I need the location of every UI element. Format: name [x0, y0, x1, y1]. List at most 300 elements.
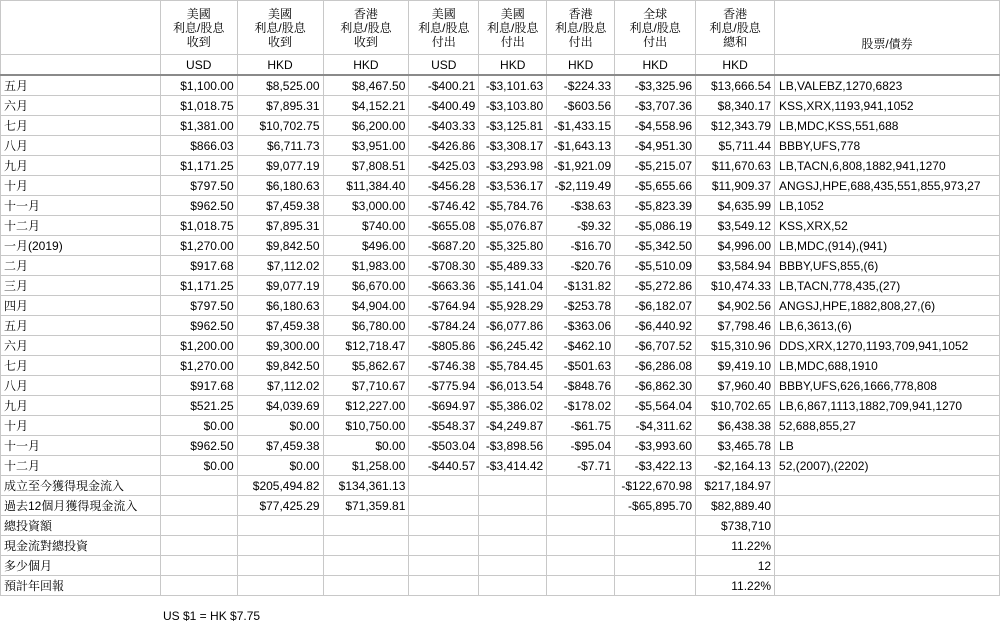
stocks-cell[interactable]: [775, 556, 1000, 576]
value-cell[interactable]: [237, 516, 323, 536]
value-cell[interactable]: $7,112.02: [237, 256, 323, 276]
value-cell[interactable]: $1,200.00: [160, 336, 237, 356]
value-cell[interactable]: $740.00: [323, 216, 409, 236]
value-cell[interactable]: $0.00: [237, 456, 323, 476]
value-cell[interactable]: -$3,993.60: [615, 436, 696, 456]
value-cell[interactable]: $5,711.44: [696, 136, 775, 156]
value-cell[interactable]: $4,152.21: [323, 96, 409, 116]
value-cell[interactable]: -$3,325.96: [615, 75, 696, 96]
header-text-line3: 總和: [723, 34, 748, 49]
currency-header[interactable]: HKD: [479, 55, 547, 76]
value-cell[interactable]: -$5,272.86: [615, 276, 696, 296]
value-cell[interactable]: $71,359.81: [323, 496, 409, 516]
value-cell[interactable]: $962.50: [160, 436, 237, 456]
value-cell[interactable]: $866.03: [160, 136, 237, 156]
value-cell[interactable]: [160, 476, 237, 496]
value-cell[interactable]: $4,902.56: [696, 296, 775, 316]
value-cell[interactable]: -$1,643.13: [547, 136, 615, 156]
column-header[interactable]: [409, 1, 479, 55]
value-cell[interactable]: $7,798.46: [696, 316, 775, 336]
value-cell[interactable]: -$3,125.81: [479, 116, 547, 136]
value-cell[interactable]: -$6,245.42: [479, 336, 547, 356]
currency-header[interactable]: HKD: [696, 55, 775, 76]
value-cell[interactable]: [479, 536, 547, 556]
value-cell[interactable]: -$462.10: [547, 336, 615, 356]
table-row: [1, 476, 1000, 496]
value-cell[interactable]: $1,018.75: [160, 216, 237, 236]
value-cell[interactable]: [479, 556, 547, 576]
value-cell[interactable]: $9,077.19: [237, 276, 323, 296]
value-cell[interactable]: $9,842.50: [237, 236, 323, 256]
value-cell[interactable]: $8,467.50: [323, 75, 409, 96]
value-cell[interactable]: $10,702.75: [237, 116, 323, 136]
value-cell[interactable]: -$5,489.33: [479, 256, 547, 276]
currency-header[interactable]: HKD: [323, 55, 409, 76]
value-cell[interactable]: $1,270.00: [160, 356, 237, 376]
value-cell[interactable]: [323, 556, 409, 576]
value-cell[interactable]: -$4,311.62: [615, 416, 696, 436]
value-cell[interactable]: -$2,164.13: [696, 456, 775, 476]
row-label-cell[interactable]: 四月: [1, 296, 161, 316]
stocks-cell[interactable]: ANGSJ,HPE,1882,808,27,(6): [775, 296, 1000, 316]
value-cell[interactable]: -$4,249.87: [479, 416, 547, 436]
value-cell[interactable]: [237, 556, 323, 576]
stocks-cell[interactable]: [775, 476, 1000, 496]
value-cell[interactable]: -$65,895.70: [615, 496, 696, 516]
value-cell[interactable]: $1,171.25: [160, 156, 237, 176]
currency-header[interactable]: HKD: [547, 55, 615, 76]
value-cell[interactable]: -$3,414.42: [479, 456, 547, 476]
value-cell[interactable]: $3,951.00: [323, 136, 409, 156]
value-cell[interactable]: $13,666.54: [696, 75, 775, 96]
row-label-cell[interactable]: 六月: [1, 96, 161, 116]
row-label-cell[interactable]: 過去12個月獲得現金流入: [1, 496, 161, 516]
value-cell[interactable]: -$5,823.39: [615, 196, 696, 216]
value-cell[interactable]: -$7.71: [547, 456, 615, 476]
row-label-cell[interactable]: 六月: [1, 336, 161, 356]
value-cell[interactable]: [479, 516, 547, 536]
value-cell[interactable]: -$5,784.45: [479, 356, 547, 376]
value-cell[interactable]: -$456.28: [409, 176, 479, 196]
value-cell[interactable]: $10,474.33: [696, 276, 775, 296]
value-cell[interactable]: -$5,386.02: [479, 396, 547, 416]
value-cell[interactable]: -$122,670.98: [615, 476, 696, 496]
value-cell[interactable]: [237, 576, 323, 596]
row-label-cell[interactable]: 現金流對總投資: [1, 536, 161, 556]
value-cell[interactable]: -$3,707.36: [615, 96, 696, 116]
value-cell[interactable]: -$5,215.07: [615, 156, 696, 176]
stocks-cell[interactable]: LB: [775, 436, 1000, 456]
value-cell[interactable]: [409, 576, 479, 596]
header-text-line1: 全球: [643, 6, 668, 21]
value-cell[interactable]: -$655.08: [409, 216, 479, 236]
value-cell[interactable]: $6,438.38: [696, 416, 775, 436]
stocks-cell[interactable]: DDS,XRX,1270,1193,709,941,1052: [775, 336, 1000, 356]
stocks-cell[interactable]: 52,(2007),(2202): [775, 456, 1000, 476]
value-cell[interactable]: 12: [696, 556, 775, 576]
value-cell[interactable]: $6,180.63: [237, 176, 323, 196]
value-cell[interactable]: $1,983.00: [323, 256, 409, 276]
value-cell[interactable]: $7,960.40: [696, 376, 775, 396]
value-cell[interactable]: $0.00: [160, 456, 237, 476]
value-cell[interactable]: $10,750.00: [323, 416, 409, 436]
value-cell[interactable]: [237, 536, 323, 556]
value-cell[interactable]: $11,384.40: [323, 176, 409, 196]
value-cell[interactable]: [479, 496, 547, 516]
value-cell[interactable]: -$16.70: [547, 236, 615, 256]
row-label-cell[interactable]: 多少個月: [1, 556, 161, 576]
table-row: [1, 396, 1000, 416]
value-cell[interactable]: -$61.75: [547, 416, 615, 436]
header-text-line3: 股票/債券: [861, 37, 913, 51]
value-cell[interactable]: -$3,898.56: [479, 436, 547, 456]
value-cell[interactable]: -$95.04: [547, 436, 615, 456]
table-row: [1, 176, 1000, 196]
value-cell[interactable]: $8,340.17: [696, 96, 775, 116]
value-cell[interactable]: -$425.03: [409, 156, 479, 176]
value-cell[interactable]: $1,100.00: [160, 75, 237, 96]
value-cell[interactable]: -$687.20: [409, 236, 479, 256]
table-body: [1, 75, 1000, 596]
value-cell[interactable]: -$3,293.98: [479, 156, 547, 176]
stocks-cell[interactable]: KSS,XRX,1193,941,1052: [775, 96, 1000, 116]
column-header[interactable]: [1, 1, 161, 55]
value-cell[interactable]: $7,112.02: [237, 376, 323, 396]
value-cell[interactable]: $7,895.31: [237, 96, 323, 116]
value-cell[interactable]: [160, 516, 237, 536]
value-cell[interactable]: -$5,342.50: [615, 236, 696, 256]
value-cell[interactable]: [160, 496, 237, 516]
value-cell[interactable]: $917.68: [160, 376, 237, 396]
value-cell[interactable]: [323, 516, 409, 536]
value-cell[interactable]: -$3,308.17: [479, 136, 547, 156]
stocks-cell[interactable]: [775, 496, 1000, 516]
value-cell[interactable]: -$5,784.76: [479, 196, 547, 216]
value-cell[interactable]: $4,904.00: [323, 296, 409, 316]
table-row: [1, 536, 1000, 556]
value-cell[interactable]: -$426.86: [409, 136, 479, 156]
value-cell[interactable]: -$178.02: [547, 396, 615, 416]
row-label-cell[interactable]: 九月: [1, 156, 161, 176]
value-cell[interactable]: $11,909.37: [696, 176, 775, 196]
currency-header[interactable]: [1, 55, 161, 76]
value-cell[interactable]: [547, 536, 615, 556]
value-cell[interactable]: [547, 556, 615, 576]
value-cell[interactable]: -$603.56: [547, 96, 615, 116]
value-cell[interactable]: $1,018.75: [160, 96, 237, 116]
stocks-cell[interactable]: [775, 536, 1000, 556]
currency-header[interactable]: HKD: [615, 55, 696, 76]
value-cell[interactable]: [160, 556, 237, 576]
value-cell[interactable]: $77,425.29: [237, 496, 323, 516]
value-cell[interactable]: -$5,564.04: [615, 396, 696, 416]
row-label-cell[interactable]: 十一月: [1, 196, 161, 216]
stocks-cell[interactable]: LB,1052: [775, 196, 1000, 216]
value-cell[interactable]: $7,459.38: [237, 316, 323, 336]
value-cell[interactable]: [547, 476, 615, 496]
value-cell[interactable]: $7,459.38: [237, 436, 323, 456]
value-cell[interactable]: $0.00: [160, 416, 237, 436]
value-cell[interactable]: $7,895.31: [237, 216, 323, 236]
value-cell[interactable]: $0.00: [323, 436, 409, 456]
value-cell[interactable]: [160, 536, 237, 556]
value-cell[interactable]: $1,258.00: [323, 456, 409, 476]
value-cell[interactable]: -$6,440.92: [615, 316, 696, 336]
value-cell[interactable]: -$805.86: [409, 336, 479, 356]
value-cell[interactable]: [547, 516, 615, 536]
value-cell[interactable]: $9,842.50: [237, 356, 323, 376]
stocks-cell[interactable]: LB,MDC,KSS,551,688: [775, 116, 1000, 136]
value-cell[interactable]: $82,889.40: [696, 496, 775, 516]
value-cell[interactable]: $3,000.00: [323, 196, 409, 216]
value-cell[interactable]: -$5,510.09: [615, 256, 696, 276]
value-cell[interactable]: -$400.49: [409, 96, 479, 116]
value-cell[interactable]: -$363.06: [547, 316, 615, 336]
value-cell[interactable]: -$548.37: [409, 416, 479, 436]
value-cell[interactable]: -$6,013.54: [479, 376, 547, 396]
value-cell[interactable]: $3,549.12: [696, 216, 775, 236]
value-cell[interactable]: [615, 516, 696, 536]
table-row: [1, 436, 1000, 456]
value-cell[interactable]: -$503.04: [409, 436, 479, 456]
value-cell[interactable]: -$5,655.66: [615, 176, 696, 196]
value-cell[interactable]: -$9.32: [547, 216, 615, 236]
value-cell[interactable]: 11.22%: [696, 576, 775, 596]
value-cell[interactable]: -$6,862.30: [615, 376, 696, 396]
value-cell[interactable]: $7,808.51: [323, 156, 409, 176]
value-cell[interactable]: $5,862.67: [323, 356, 409, 376]
value-cell[interactable]: -$1,921.09: [547, 156, 615, 176]
value-cell[interactable]: $962.50: [160, 196, 237, 216]
value-cell[interactable]: $7,459.38: [237, 196, 323, 216]
value-cell[interactable]: -$3,422.13: [615, 456, 696, 476]
value-cell[interactable]: $10,702.65: [696, 396, 775, 416]
column-header[interactable]: [696, 1, 775, 55]
value-cell[interactable]: $1,171.25: [160, 276, 237, 296]
value-cell[interactable]: -$5,325.80: [479, 236, 547, 256]
value-cell[interactable]: -$440.57: [409, 456, 479, 476]
stocks-cell[interactable]: LB,6,867,1113,1882,709,941,1270: [775, 396, 1000, 416]
value-cell[interactable]: -$224.33: [547, 75, 615, 96]
value-cell[interactable]: -$5,928.29: [479, 296, 547, 316]
stocks-cell[interactable]: LB,MDC,688,1910: [775, 356, 1000, 376]
value-cell[interactable]: -$746.38: [409, 356, 479, 376]
value-cell[interactable]: $7,710.67: [323, 376, 409, 396]
stocks-cell[interactable]: LB,MDC,(914),(941): [775, 236, 1000, 256]
value-cell[interactable]: $9,300.00: [237, 336, 323, 356]
stocks-cell[interactable]: LB,VALEBZ,1270,6823: [775, 75, 1000, 96]
value-cell[interactable]: -$131.82: [547, 276, 615, 296]
row-label-cell[interactable]: 一月(2019): [1, 236, 161, 256]
value-cell[interactable]: $217,184.97: [696, 476, 775, 496]
value-cell[interactable]: $15,310.96: [696, 336, 775, 356]
value-cell[interactable]: [547, 576, 615, 596]
table-row: [1, 376, 1000, 396]
value-cell[interactable]: -$403.33: [409, 116, 479, 136]
value-cell[interactable]: $797.50: [160, 296, 237, 316]
value-cell[interactable]: -$3,536.17: [479, 176, 547, 196]
column-header[interactable]: [160, 1, 237, 55]
value-cell[interactable]: -$6,182.07: [615, 296, 696, 316]
currency-header[interactable]: USD: [409, 55, 479, 76]
value-cell[interactable]: $12,343.79: [696, 116, 775, 136]
value-cell[interactable]: -$6,077.86: [479, 316, 547, 336]
row-label-cell[interactable]: 十月: [1, 416, 161, 436]
value-cell[interactable]: -$663.36: [409, 276, 479, 296]
value-cell[interactable]: $917.68: [160, 256, 237, 276]
table-row: [1, 296, 1000, 316]
value-cell[interactable]: 11.22%: [696, 536, 775, 556]
row-label-cell[interactable]: 八月: [1, 376, 161, 396]
value-cell[interactable]: -$5,141.04: [479, 276, 547, 296]
currency-header[interactable]: USD: [160, 55, 237, 76]
value-cell[interactable]: [615, 576, 696, 596]
value-cell[interactable]: $11,670.63: [696, 156, 775, 176]
header-text-line1: 香港: [568, 6, 593, 21]
value-cell[interactable]: [409, 556, 479, 576]
value-cell[interactable]: [160, 576, 237, 596]
value-cell[interactable]: [409, 536, 479, 556]
stocks-cell[interactable]: LB,TACN,6,808,1882,941,1270: [775, 156, 1000, 176]
row-label-cell[interactable]: 十二月: [1, 216, 161, 236]
value-cell[interactable]: -$708.30: [409, 256, 479, 276]
stocks-cell[interactable]: KSS,XRX,52: [775, 216, 1000, 236]
value-cell[interactable]: [615, 536, 696, 556]
value-cell[interactable]: $1,270.00: [160, 236, 237, 256]
value-cell[interactable]: -$20.76: [547, 256, 615, 276]
row-label-cell[interactable]: 七月: [1, 356, 161, 376]
value-cell[interactable]: $3,584.94: [696, 256, 775, 276]
row-label-cell[interactable]: 二月: [1, 256, 161, 276]
value-cell[interactable]: $0.00: [237, 416, 323, 436]
row-label-cell[interactable]: 五月: [1, 316, 161, 336]
value-cell[interactable]: [479, 576, 547, 596]
value-cell[interactable]: $6,711.73: [237, 136, 323, 156]
table-row: [1, 96, 1000, 116]
row-label-cell[interactable]: 十月: [1, 176, 161, 196]
value-cell[interactable]: -$4,951.30: [615, 136, 696, 156]
value-cell[interactable]: $4,996.00: [696, 236, 775, 256]
value-cell[interactable]: -$1,433.15: [547, 116, 615, 136]
value-cell[interactable]: -$848.76: [547, 376, 615, 396]
value-cell[interactable]: [547, 496, 615, 516]
value-cell[interactable]: $205,494.82: [237, 476, 323, 496]
row-label-cell[interactable]: 三月: [1, 276, 161, 296]
header-text-line3: 付出: [431, 34, 456, 49]
exchange-rate-note: US $1 = HK $7.75: [163, 609, 261, 623]
value-cell[interactable]: -$775.94: [409, 376, 479, 396]
value-cell[interactable]: [479, 476, 547, 496]
value-cell[interactable]: $9,077.19: [237, 156, 323, 176]
value-cell[interactable]: $496.00: [323, 236, 409, 256]
value-cell[interactable]: -$253.78: [547, 296, 615, 316]
value-cell[interactable]: -$400.21: [409, 75, 479, 96]
header-text-line1: 美國: [268, 6, 293, 21]
column-header[interactable]: [615, 1, 696, 55]
row-label-cell[interactable]: 總投資額: [1, 516, 161, 536]
value-cell[interactable]: $4,039.69: [237, 396, 323, 416]
currency-header[interactable]: [775, 55, 1000, 76]
value-cell[interactable]: $962.50: [160, 316, 237, 336]
stocks-cell[interactable]: LB,6,3613,(6): [775, 316, 1000, 336]
column-header[interactable]: [547, 1, 615, 55]
value-cell[interactable]: $6,780.00: [323, 316, 409, 336]
header-row-currency: [1, 55, 1000, 76]
value-cell[interactable]: -$5,086.19: [615, 216, 696, 236]
value-cell[interactable]: $797.50: [160, 176, 237, 196]
value-cell[interactable]: $6,180.63: [237, 296, 323, 316]
stocks-cell[interactable]: [775, 576, 1000, 596]
value-cell[interactable]: -$2,119.49: [547, 176, 615, 196]
row-label-cell[interactable]: 預計年回報: [1, 576, 161, 596]
value-cell[interactable]: -$38.63: [547, 196, 615, 216]
value-cell[interactable]: $12,718.47: [323, 336, 409, 356]
stocks-cell[interactable]: 52,688,855,27: [775, 416, 1000, 436]
row-label-cell[interactable]: 十二月: [1, 456, 161, 476]
value-cell[interactable]: [323, 576, 409, 596]
value-cell[interactable]: $3,465.78: [696, 436, 775, 456]
value-cell[interactable]: [323, 536, 409, 556]
column-header[interactable]: [323, 1, 409, 55]
value-cell[interactable]: $1,381.00: [160, 116, 237, 136]
value-cell[interactable]: $521.25: [160, 396, 237, 416]
row-label-cell[interactable]: 九月: [1, 396, 161, 416]
value-cell[interactable]: $9,419.10: [696, 356, 775, 376]
table-row: [1, 196, 1000, 216]
stocks-cell[interactable]: BBBY,UFS,626,1666,778,808: [775, 376, 1000, 396]
stocks-cell[interactable]: [775, 516, 1000, 536]
value-cell[interactable]: -$6,286.08: [615, 356, 696, 376]
value-cell[interactable]: $12,227.00: [323, 396, 409, 416]
column-header[interactable]: [775, 1, 1000, 55]
value-cell[interactable]: -$5,076.87: [479, 216, 547, 236]
value-cell[interactable]: -$764.94: [409, 296, 479, 316]
stocks-cell[interactable]: BBBY,UFS,778: [775, 136, 1000, 156]
value-cell[interactable]: $4,635.99: [696, 196, 775, 216]
value-cell[interactable]: -$784.24: [409, 316, 479, 336]
value-cell[interactable]: -$6,707.52: [615, 336, 696, 356]
value-cell[interactable]: $6,670.00: [323, 276, 409, 296]
row-label-cell[interactable]: 成立至今獲得現金流入: [1, 476, 161, 496]
table-row: [1, 256, 1000, 276]
row-label-cell[interactable]: 七月: [1, 116, 161, 136]
value-cell[interactable]: -$3,101.63: [479, 75, 547, 96]
value-cell[interactable]: -$501.63: [547, 356, 615, 376]
value-cell[interactable]: -$4,558.96: [615, 116, 696, 136]
value-cell[interactable]: $8,525.00: [237, 75, 323, 96]
value-cell[interactable]: -$3,103.80: [479, 96, 547, 116]
column-header[interactable]: [479, 1, 547, 55]
value-cell[interactable]: $738,710: [696, 516, 775, 536]
value-cell[interactable]: -$694.97: [409, 396, 479, 416]
row-label-cell[interactable]: 八月: [1, 136, 161, 156]
value-cell[interactable]: $134,361.13: [323, 476, 409, 496]
row-label-cell[interactable]: 十一月: [1, 436, 161, 456]
value-cell[interactable]: [615, 556, 696, 576]
column-header[interactable]: [237, 1, 323, 55]
header-text-line3: 收到: [268, 34, 293, 49]
currency-header[interactable]: HKD: [237, 55, 323, 76]
value-cell[interactable]: [409, 496, 479, 516]
row-label-cell[interactable]: 五月: [1, 75, 161, 96]
value-cell[interactable]: $6,200.00: [323, 116, 409, 136]
stocks-cell[interactable]: LB,TACN,778,435,(27): [775, 276, 1000, 296]
value-cell[interactable]: [409, 476, 479, 496]
stocks-cell[interactable]: ANGSJ,HPE,688,435,551,855,973,27: [775, 176, 1000, 196]
value-cell[interactable]: [409, 516, 479, 536]
stocks-cell[interactable]: BBBY,UFS,855,(6): [775, 256, 1000, 276]
value-cell[interactable]: -$746.42: [409, 196, 479, 216]
